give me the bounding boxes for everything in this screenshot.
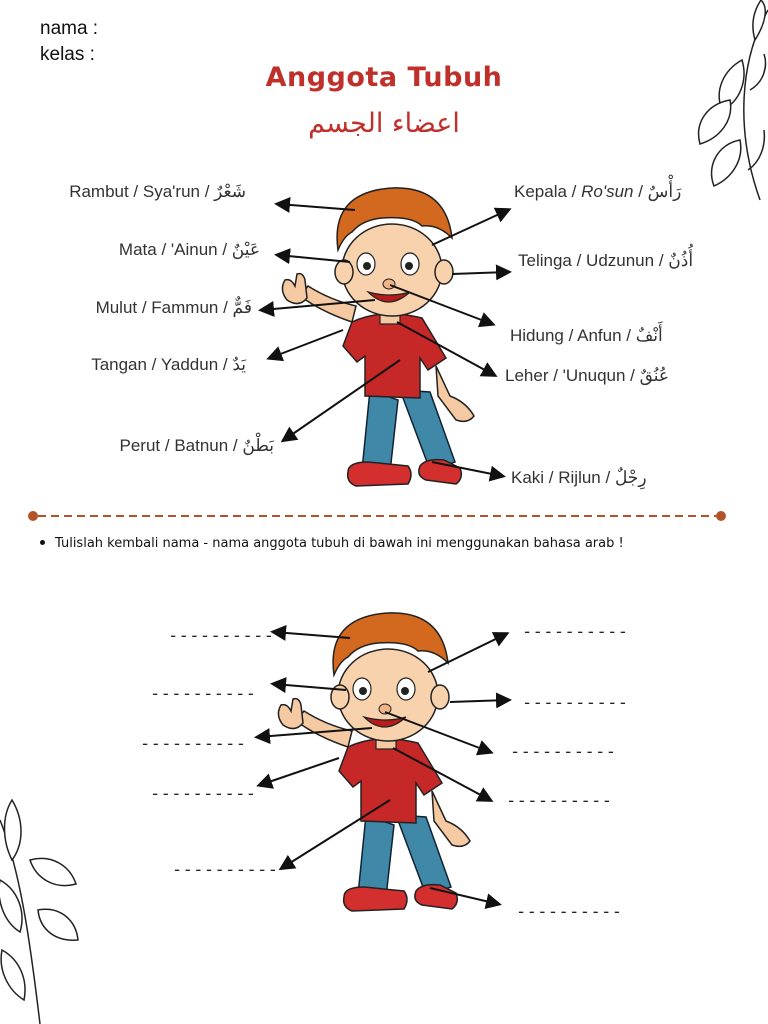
arrow-icon xyxy=(274,632,350,638)
answer-blank-nose[interactable]: ---------- xyxy=(510,742,617,762)
label-hand: Tangan / Yaddun / يَدٌ xyxy=(91,355,246,374)
label-nose: Hidung / Anfun / أَنْفٌ xyxy=(510,326,663,345)
answer-blank-foot[interactable]: ---------- xyxy=(516,902,623,922)
label-eye: Mata / 'Ainun / عَيْنٌ xyxy=(118,240,260,259)
arrow-icon xyxy=(385,712,490,752)
label-mouth: Mulut / Fammun / فَمٌّ xyxy=(95,298,252,317)
answer-blank-neck[interactable]: ---------- xyxy=(506,791,613,811)
arrow-icon xyxy=(258,728,372,737)
arrow-icon xyxy=(260,758,339,785)
instruction-text: Tulislah kembali nama - nama anggota tubuh di bawah ini menggunakan bahasa arab ! xyxy=(55,536,624,551)
page-title: Anggota Tubuh xyxy=(265,62,503,93)
answer-blank-stomach[interactable]: ---------- xyxy=(172,860,279,880)
answer-blank-head[interactable]: ---------- xyxy=(522,622,629,642)
answer-blank-mouth[interactable]: ---------- xyxy=(140,734,247,754)
label-head-italic: Ro'sun xyxy=(581,182,634,201)
arrow-icon xyxy=(393,748,490,800)
class-label: kelas : xyxy=(40,44,95,65)
label-ear: Telinga / Udzunun / أُذُنٌ xyxy=(518,251,694,270)
arrow-icon xyxy=(430,888,498,904)
answer-blank-hand[interactable]: ---------- xyxy=(150,784,257,804)
arrow-icon xyxy=(282,800,390,868)
name-label: nama : xyxy=(40,18,99,39)
label-hair: Rambut / Sya'run / شَعْرٌ xyxy=(69,182,246,201)
label-head-suffix: / رَأْسٌ xyxy=(633,182,682,201)
label-stomach: Perut / Batnun / بَطْنٌ xyxy=(119,436,274,455)
page-subtitle-arabic: اعضاء الجسم xyxy=(308,108,460,139)
arrow-icon xyxy=(428,634,506,672)
label-neck: Leher / 'Unuqun / عُنُقٌ xyxy=(505,366,670,385)
label-foot: Kaki / Rijlun / رِجْلٌ xyxy=(511,468,647,487)
answer-blank-hair[interactable]: ---------- xyxy=(168,626,275,646)
arrow-icon xyxy=(450,700,508,702)
arrow-icon xyxy=(274,684,346,690)
answer-blank-ear[interactable]: ---------- xyxy=(522,693,629,713)
answer-blank-eye[interactable]: ---------- xyxy=(150,684,257,704)
label-head-prefix: Kepala / xyxy=(514,182,582,201)
